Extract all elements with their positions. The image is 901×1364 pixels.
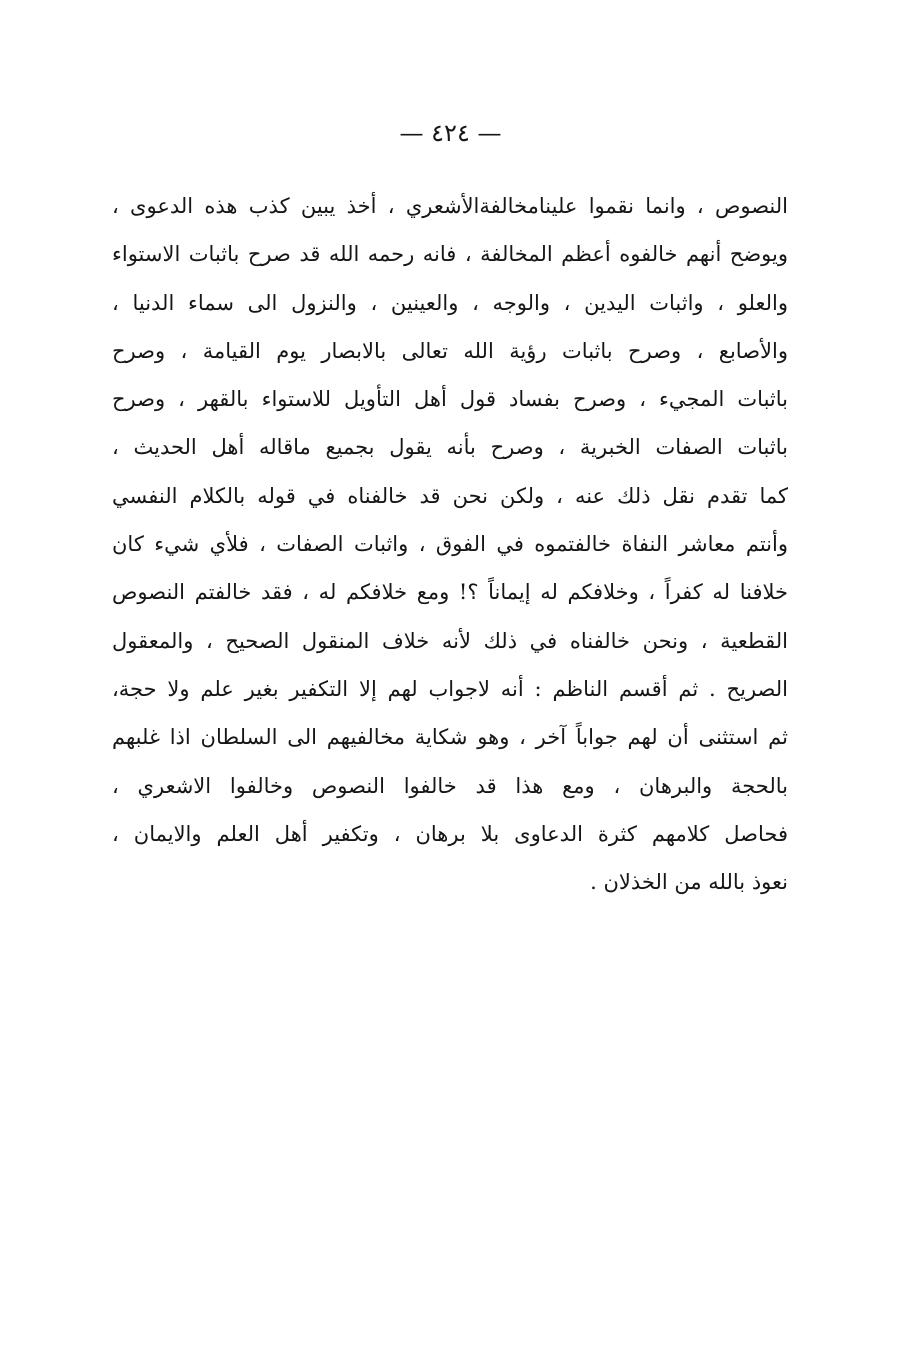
text-line-6: باثبات الصفات الخبرية ، وصرح بأنه يقول بجميع ماقاله أهل الحديث ، xyxy=(112,435,788,460)
text-line-12: ثم استثنى أن لهم جواباً آخر ، وهو شكاية مخالفيهم الى السلطان اذا غلبهم xyxy=(112,725,788,750)
text-line-5: باثبات المجيء ، وصرح بفساد قول أهل التأويل للاستواء بالقهر ، وصرح xyxy=(112,387,788,412)
text-line-10: القطعية ، ونحن خالفناه في ذلك لأنه خلاف المنقول الصحيح ، والمعقول xyxy=(112,628,788,653)
body-text xyxy=(112,182,788,906)
text-line-4: والأصابع ، وصرح باثبات رؤية الله تعالى بالابصار يوم القيامة ، وصرح xyxy=(112,338,788,363)
text-line-3: والعلو ، واثبات اليدين ، والوجه ، والعينين ، والنزول الى سماء الدنيا ، xyxy=(112,290,788,315)
text-line-2: ويوضح أنهم خالفوه أعظم المخالفة ، فانه رحمه الله قد صرح باثبات الاستواء xyxy=(112,242,788,267)
text-line-13: بالحجة والبرهان ، ومع هذا قد خالفوا النصوص وخالفوا الاشعري ، xyxy=(112,773,788,798)
text-line-7: كما تقدم نقل ذلك عنه ، ولكن نحن قد خالفناه في قوله بالكلام النفسي xyxy=(112,483,788,508)
text-line-14: فحاصل كلامهم كثرة الدعاوى بلا برهان ، وتكفير أهل العلم والايمان ، xyxy=(112,821,788,846)
text-line-9: خلافنا له كفراً ، وخلافكم له إيماناً ؟! ومع خلافكم له ، فقد خالفتم النصوص xyxy=(112,580,788,605)
text-line-1: النصوص ، وانما نقموا علينامخالفةالأشعري ، أخذ يبين كذب هذه الدعوى ، xyxy=(112,194,788,218)
page-number: — ٤٢٤ — xyxy=(399,119,502,147)
text-line-15: نعوذ بالله من الخذلان . xyxy=(590,870,788,895)
text-line-11: الصريح . ثم أقسم الناظم : أنه لاجواب لهم إلا التكفير بغير علم ولا حجة، xyxy=(112,676,788,701)
text-line-8: وأنتم معاشر النفاة خالفتموه في الفوق ، واثبات الصفات ، فلأي شيء كان xyxy=(112,532,788,557)
